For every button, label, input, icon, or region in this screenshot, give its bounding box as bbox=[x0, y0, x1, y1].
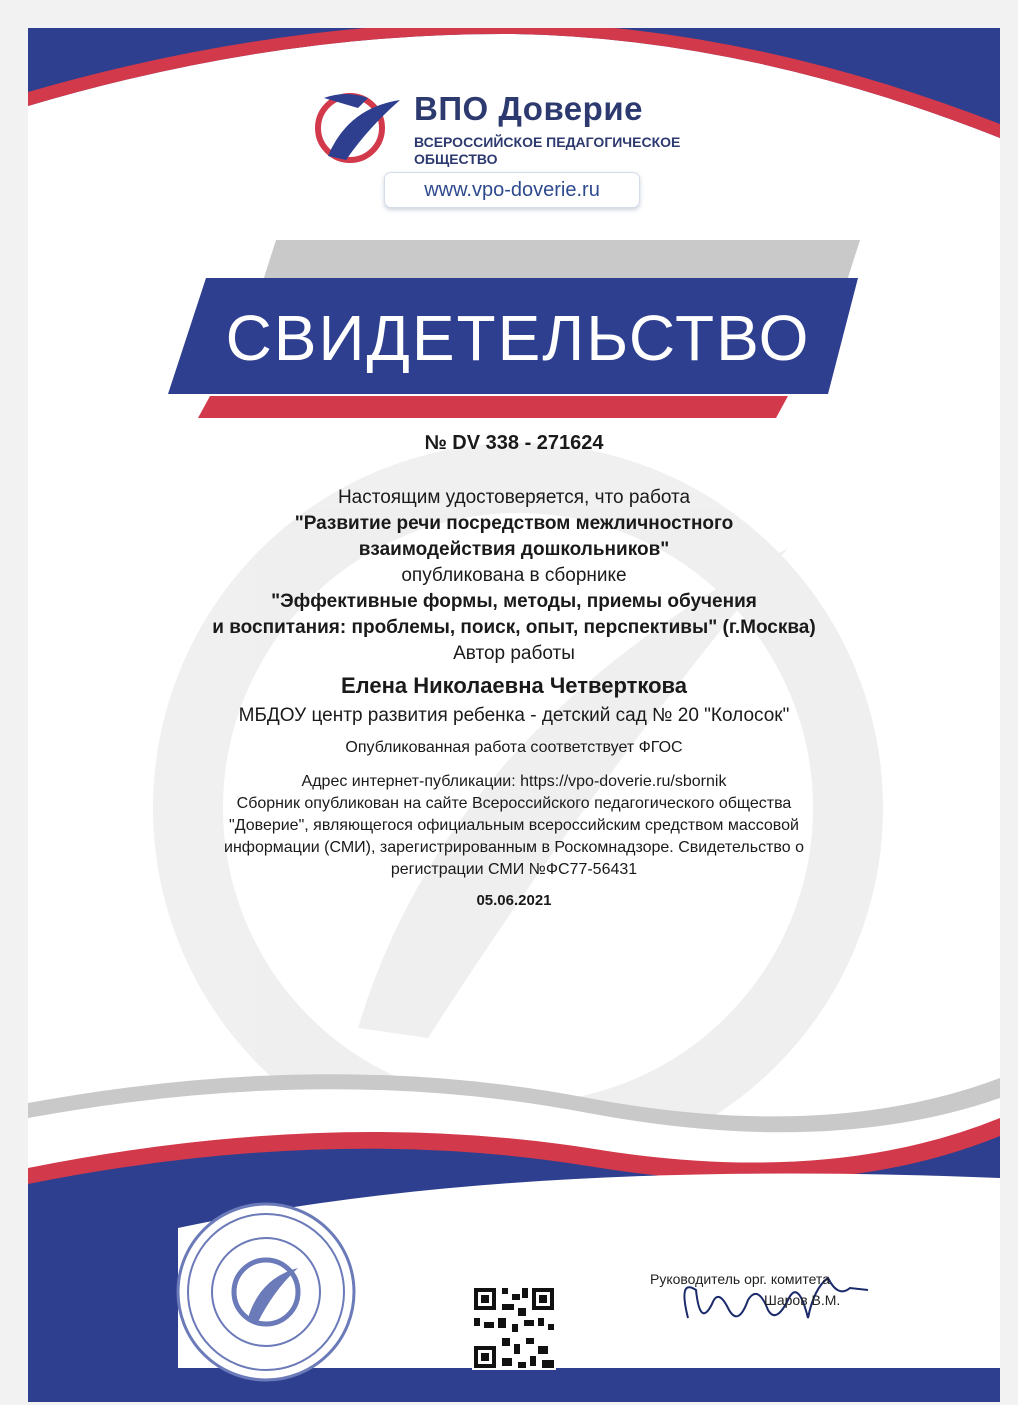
logo-emblem bbox=[318, 94, 400, 160]
published-in-text: опубликована в сборнике bbox=[401, 565, 627, 586]
certificate-page bbox=[28, 28, 1000, 1402]
collection-line2: и воспитания: проблемы, поиск, опыт, перспективы" (г.Москва) bbox=[212, 617, 816, 638]
brand-subtitle-line2: ОБЩЕСТВО bbox=[414, 151, 498, 167]
publication-date: 05.06.2021 bbox=[476, 892, 552, 909]
signature-name: Шаров В.М. bbox=[764, 1292, 841, 1308]
brand-subtitle bbox=[414, 134, 744, 168]
info-line4: регистрации СМИ №ФС77-56431 bbox=[390, 861, 638, 878]
work-title-line2: взаимодействия дошкольников" bbox=[358, 539, 670, 560]
brand-name: ВПО Доверие bbox=[414, 90, 643, 127]
organization: МБДОУ центр развития ребенка - детский сад № 20 "Колосок" bbox=[238, 705, 790, 726]
collection-line1: "Эффективные формы, методы, приемы обучения bbox=[271, 591, 757, 612]
certificate-title: СВИДЕТЕЛЬСТВО bbox=[225, 302, 811, 374]
fgos-note: Опубликованная работа соответствует ФГОС bbox=[345, 739, 683, 756]
signature-title: Руководитель орг. комитета bbox=[650, 1271, 830, 1287]
official-seal bbox=[178, 1204, 354, 1380]
brand-subtitle-line1: ВСЕРОССИЙСКОЕ ПЕДАГОГИЧЕСКОЕ bbox=[414, 134, 681, 150]
website-link[interactable]: www.vpo-doverie.ru bbox=[384, 172, 640, 208]
author-name: Елена Николаевна Четверткова bbox=[340, 673, 688, 698]
certificate-body bbox=[28, 485, 1000, 911]
info-line3: информации (СМИ), зарегистрированным в Роскомнадзоре. Свидетельство о bbox=[224, 839, 804, 856]
info-line1: Сборник опубликован на сайте Всероссийского педагогического общества bbox=[236, 795, 792, 812]
qr-code bbox=[472, 1286, 556, 1370]
banner-red bbox=[198, 396, 788, 418]
work-title-line1: "Развитие речи посредством межличностного bbox=[294, 513, 734, 534]
info-line2: "Доверие", являющегося официальным всероссийским средством массовой bbox=[229, 817, 799, 834]
address-line: Адрес интернет-публикации: https://vpo-doverie.ru/sbornik bbox=[301, 773, 727, 790]
certificate-number: № DV 338 - 271624 bbox=[424, 432, 604, 454]
intro-text: Настоящим удостоверяется, что работа bbox=[337, 487, 691, 508]
author-label: Автор работы bbox=[453, 643, 575, 664]
